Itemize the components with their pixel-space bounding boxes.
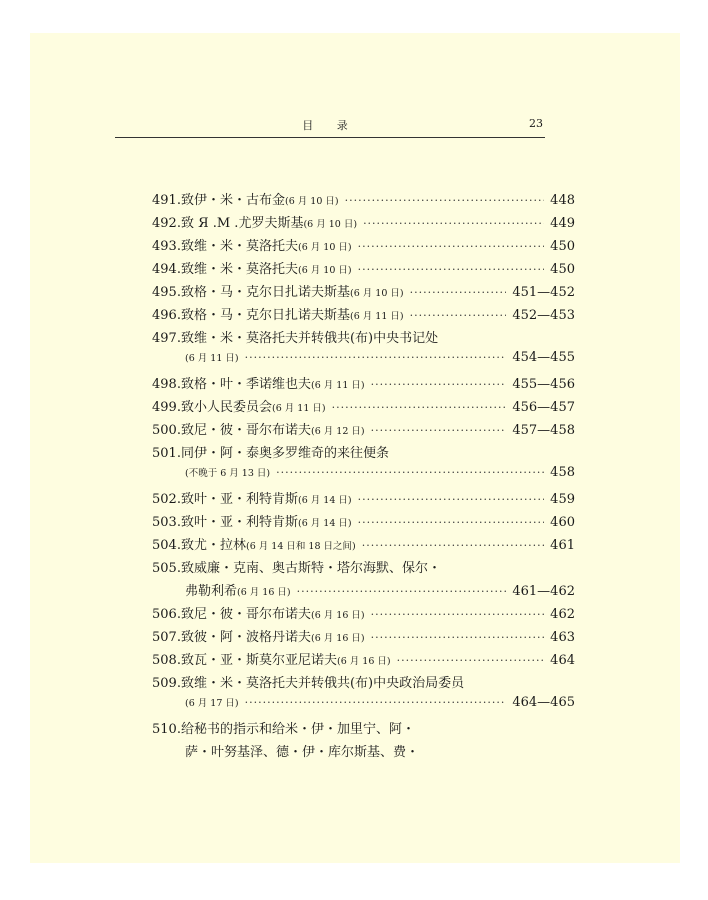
entry-page: 462 [550, 607, 575, 622]
entry-separator: . [176, 722, 181, 737]
header-page-number: 23 [529, 117, 543, 130]
dot-leader [245, 696, 507, 709]
toc-entry[interactable] [152, 235, 575, 258]
entry-separator: . [176, 676, 181, 691]
dot-leader [371, 378, 507, 391]
entry-page: 464 [550, 653, 575, 668]
entry-title: 致维・米・莫洛托夫并转俄共(布)中央书记处 [180, 331, 439, 346]
toc-entry[interactable] [152, 396, 575, 419]
toc-entry[interactable] [152, 718, 575, 741]
entry-page: 459 [550, 492, 575, 507]
toc-entry[interactable] [152, 534, 575, 557]
toc-entry[interactable] [152, 258, 575, 281]
dot-leader [297, 585, 507, 598]
entry-number: 491 [152, 193, 177, 208]
entry-number: 497 [152, 331, 177, 346]
entry-number: 492 [152, 216, 177, 231]
dot-leader [245, 351, 507, 364]
dot-leader [358, 516, 545, 529]
entry-separator: . [176, 377, 181, 392]
toc-entry-continuation[interactable] [152, 465, 575, 488]
dot-leader [358, 493, 545, 506]
toc-entry[interactable] [152, 327, 575, 350]
entry-date-note: (6 月 10 日) [284, 196, 339, 207]
entry-page: 458 [550, 465, 575, 480]
entry-date-note: (6 月 11 日) [310, 380, 365, 391]
entry-separator: . [176, 515, 181, 530]
dot-leader [358, 240, 545, 253]
entry-date-note: (6 月 14 日) [297, 495, 352, 506]
dot-leader [276, 466, 544, 479]
entry-title: 致叶・亚・利特肯斯 [180, 492, 298, 507]
header-title: 目 录 [302, 119, 358, 132]
toc-entry[interactable] [152, 442, 575, 465]
entry-number: 509 [152, 676, 177, 691]
entry-title: 致瓦・亚・斯莫尔亚尼诺夫 [180, 653, 337, 668]
entry-page: 455—456 [512, 377, 575, 392]
dot-leader [371, 608, 545, 621]
entry-title: 致 Я .М .尤罗夫斯基 [180, 216, 304, 231]
toc-entry-continuation[interactable] [152, 580, 575, 603]
dot-leader [371, 424, 507, 437]
entry-number: 502 [152, 492, 177, 507]
toc-entry[interactable] [152, 373, 575, 396]
entry-date-note: (6 月 11 日) [185, 353, 239, 364]
entry-date-note: (6 月 16 日) [237, 587, 291, 598]
entry-date-note: (6 月 14 日和 18 日之间) [245, 541, 356, 552]
entry-separator: . [176, 446, 181, 461]
toc-entry-continuation[interactable] [152, 350, 575, 373]
entry-number: 507 [152, 630, 177, 645]
entry-date-note: (6 月 11 日) [349, 311, 404, 322]
entry-title: 致尤・拉林 [180, 538, 246, 553]
entry-number: 496 [152, 308, 177, 323]
toc-entry[interactable] [152, 672, 575, 695]
entry-number: 493 [152, 239, 177, 254]
entry-number: 500 [152, 423, 177, 438]
entry-number: 508 [152, 653, 177, 668]
dot-leader [410, 309, 507, 322]
entry-separator: . [176, 285, 181, 300]
entry-number: 494 [152, 262, 177, 277]
toc-entry[interactable] [152, 511, 575, 534]
entry-separator: . [176, 400, 181, 415]
toc-entry[interactable] [152, 557, 575, 580]
entry-title: 致彼・阿・波格丹诺夫 [180, 630, 311, 645]
entry-number: 510 [152, 722, 177, 737]
dot-leader [363, 217, 544, 230]
entry-date-note: (6 月 17 日) [185, 698, 239, 709]
entry-separator: . [176, 262, 181, 277]
entry-title: 致维・米・莫洛托夫 [180, 262, 298, 277]
page-header [115, 117, 545, 138]
entry-title: 致尼・彼・哥尔布诺夫 [180, 607, 311, 622]
entry-date-note: (6 月 14 日) [297, 518, 352, 529]
entry-page: 463 [550, 630, 575, 645]
entry-page: 454—455 [512, 350, 575, 365]
entry-separator: . [176, 193, 181, 208]
entry-separator: . [176, 239, 181, 254]
entry-page: 452—453 [512, 308, 575, 323]
dot-leader [345, 194, 545, 207]
entry-page: 450 [550, 262, 575, 277]
entry-date-note: (6 月 16 日) [336, 656, 391, 667]
entry-number: 495 [152, 285, 177, 300]
toc-entry[interactable] [152, 212, 575, 235]
entry-page: 457—458 [512, 423, 575, 438]
toc-entry[interactable] [152, 603, 575, 626]
dot-leader [358, 263, 545, 276]
entry-date-note: (6 月 16 日) [310, 610, 365, 621]
dot-leader [410, 286, 507, 299]
entry-page: 451—452 [512, 285, 575, 300]
entry-separator: . [176, 216, 181, 231]
dot-leader [371, 631, 545, 644]
entry-date-note: (6 月 10 日) [297, 265, 352, 276]
toc-entry[interactable] [152, 626, 575, 649]
toc-entry[interactable] [152, 649, 575, 672]
entry-date-note: (6 月 12 日) [310, 426, 365, 437]
entry-separator: . [176, 630, 181, 645]
entry-title: 致伊・米・古布金 [180, 193, 285, 208]
toc-entry-continuation[interactable] [152, 741, 575, 764]
toc-entry-continuation[interactable] [152, 695, 575, 718]
entry-date-note: (6 月 11 日) [271, 403, 326, 414]
entry-separator: . [176, 653, 181, 668]
entry-number: 498 [152, 377, 177, 392]
toc-entry[interactable] [152, 281, 575, 304]
entry-number: 504 [152, 538, 177, 553]
entry-page: 461—462 [512, 584, 575, 599]
entry-title: 致维・米・莫洛托夫 [180, 239, 298, 254]
dot-leader [332, 401, 507, 414]
entry-title: 致格・马・克尔日扎诺夫斯基 [180, 285, 350, 300]
entry-number: 503 [152, 515, 177, 530]
entry-date-note: (6 月 10 日) [349, 288, 404, 299]
entry-title: 致格・马・克尔日扎诺夫斯基 [180, 308, 350, 323]
toc-entry[interactable] [152, 304, 575, 327]
entry-title-continued: 萨・叶努基泽、德・伊・库尔斯基、费・ [185, 745, 420, 760]
entry-date-note: (6 月 10 日) [303, 219, 358, 230]
entry-separator: . [176, 561, 181, 576]
entry-title: 致叶・亚・利特肯斯 [180, 515, 298, 530]
entry-page: 464—465 [512, 695, 575, 710]
entry-number: 505 [152, 561, 177, 576]
entry-title-continued: 弗勒利希 [185, 584, 238, 599]
entry-page: 450 [550, 239, 575, 254]
entry-separator: . [176, 538, 181, 553]
entry-title: 同伊・阿・泰奥多罗维奇的来往便条 [180, 446, 389, 461]
entry-separator: . [176, 423, 181, 438]
toc-entry[interactable] [152, 419, 575, 442]
entry-separator: . [176, 492, 181, 507]
dot-leader [362, 539, 544, 552]
toc-entry[interactable] [152, 189, 575, 212]
entry-date-note: (6 月 16 日) [310, 633, 365, 644]
entry-page: 448 [550, 193, 575, 208]
entry-number: 506 [152, 607, 177, 622]
table-of-contents [152, 189, 575, 764]
entry-title: 致尼・彼・哥尔布诺夫 [180, 423, 311, 438]
entry-page: 449 [550, 216, 575, 231]
entry-page: 461 [550, 538, 575, 553]
entry-title: 致维・米・莫洛托夫并转俄共(布)中央政治局委员 [180, 676, 465, 691]
entry-title: 致格・叶・季诺维也夫 [180, 377, 311, 392]
toc-entry[interactable] [152, 488, 575, 511]
entry-separator: . [176, 308, 181, 323]
entry-page: 460 [550, 515, 575, 530]
entry-title: 给秘书的指示和给米・伊・加里宁、阿・ [180, 722, 415, 737]
entry-page: 456—457 [512, 400, 575, 415]
entry-separator: . [176, 331, 181, 346]
entry-number: 499 [152, 400, 177, 415]
dot-leader [397, 654, 545, 667]
entry-date-note: (不晚于 6 月 13 日) [185, 468, 271, 479]
entry-title: 致威廉・克南、奥古斯特・塔尔海默、保尔・ [180, 561, 441, 576]
entry-separator: . [176, 607, 181, 622]
entry-date-note: (6 月 10 日) [297, 242, 352, 253]
entry-title: 致小人民委员会 [180, 400, 272, 415]
entry-number: 501 [152, 446, 177, 461]
